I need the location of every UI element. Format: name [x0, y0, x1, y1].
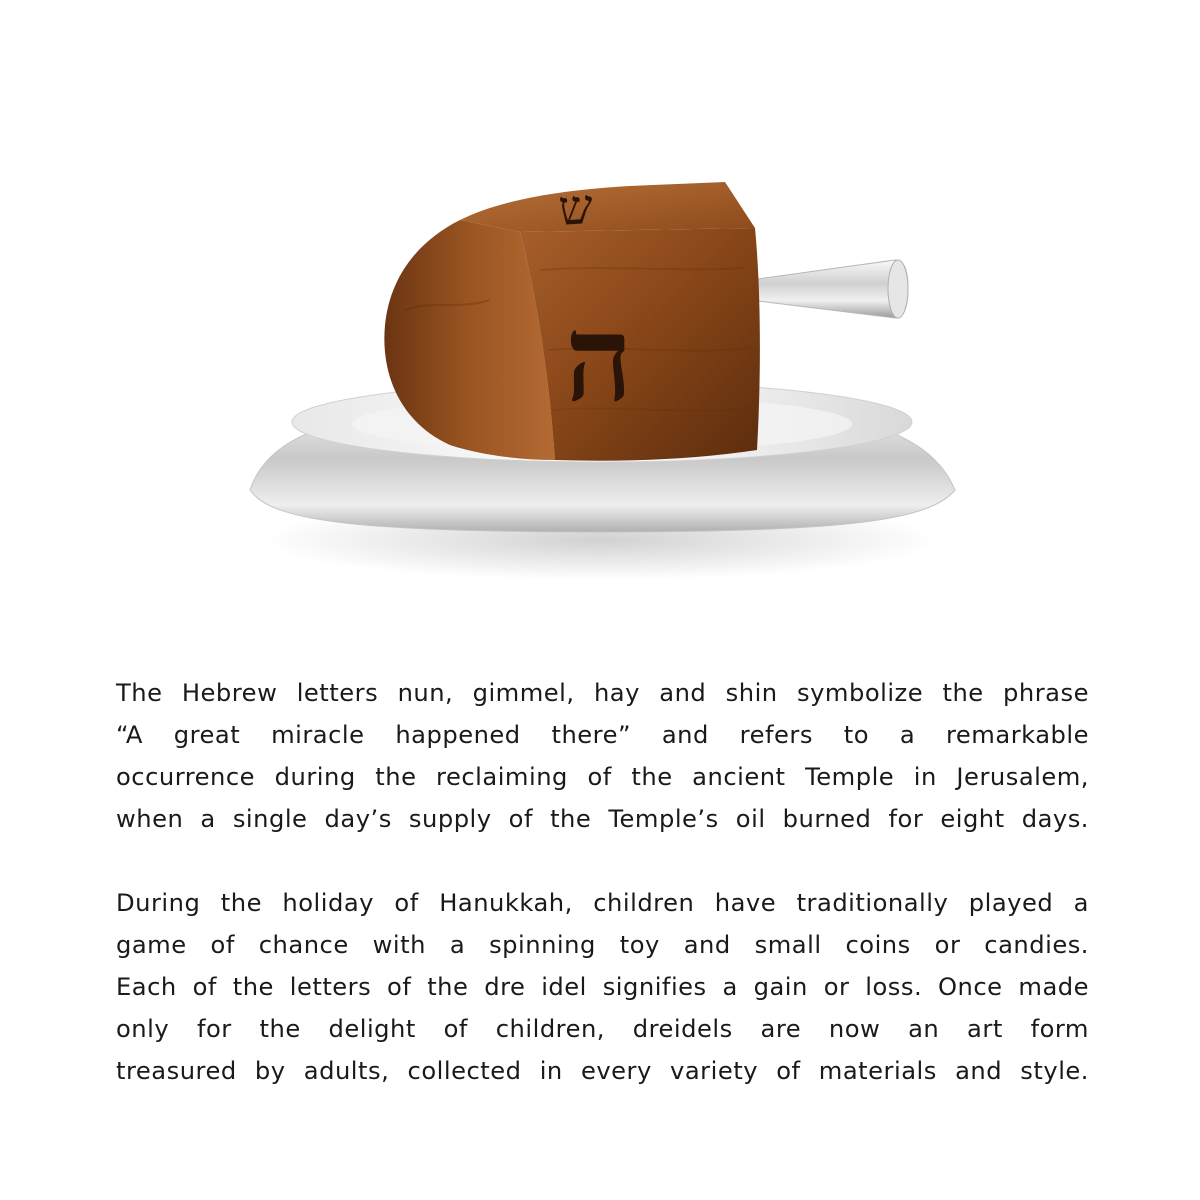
text-line: “A great miracle happened there” and refers to a remarkable	[116, 721, 1089, 749]
dreidel-product-image	[230, 160, 970, 610]
hebrew-letter-hay-engraving: ה	[565, 289, 633, 428]
text-line: only for the delight of children, dreidels are now an art form	[116, 1015, 1089, 1043]
text-line: Each of the letters of the dre idel signifies a gain or loss. Once made	[116, 973, 1089, 1001]
text-line: During the holiday of Hanukkah, children have traditionally played a	[116, 889, 1089, 917]
text-line: when a single day’s supply of the Temple’s oil burned for eight days.	[116, 805, 1089, 833]
text-line: occurrence during the reclaiming of the ancient Temple in Jerusalem,	[116, 763, 1089, 791]
text-line: The Hebrew letters nun, gimmel, hay and shin symbolize the phrase	[116, 679, 1089, 707]
paragraph-history	[116, 882, 1089, 1092]
description-text	[116, 672, 1089, 1092]
dreidel-side-face	[520, 228, 760, 461]
text-line: game of chance with a spinning toy and small coins or candies.	[116, 931, 1089, 959]
hebrew-letter-shin-engraving: ש	[556, 178, 595, 237]
text-line: treasured by adults, collected in every variety of materials and style.	[116, 1057, 1089, 1085]
dreidel-stem	[750, 260, 908, 318]
dreidel-top-face	[460, 182, 755, 232]
paragraph-meaning	[116, 672, 1089, 840]
